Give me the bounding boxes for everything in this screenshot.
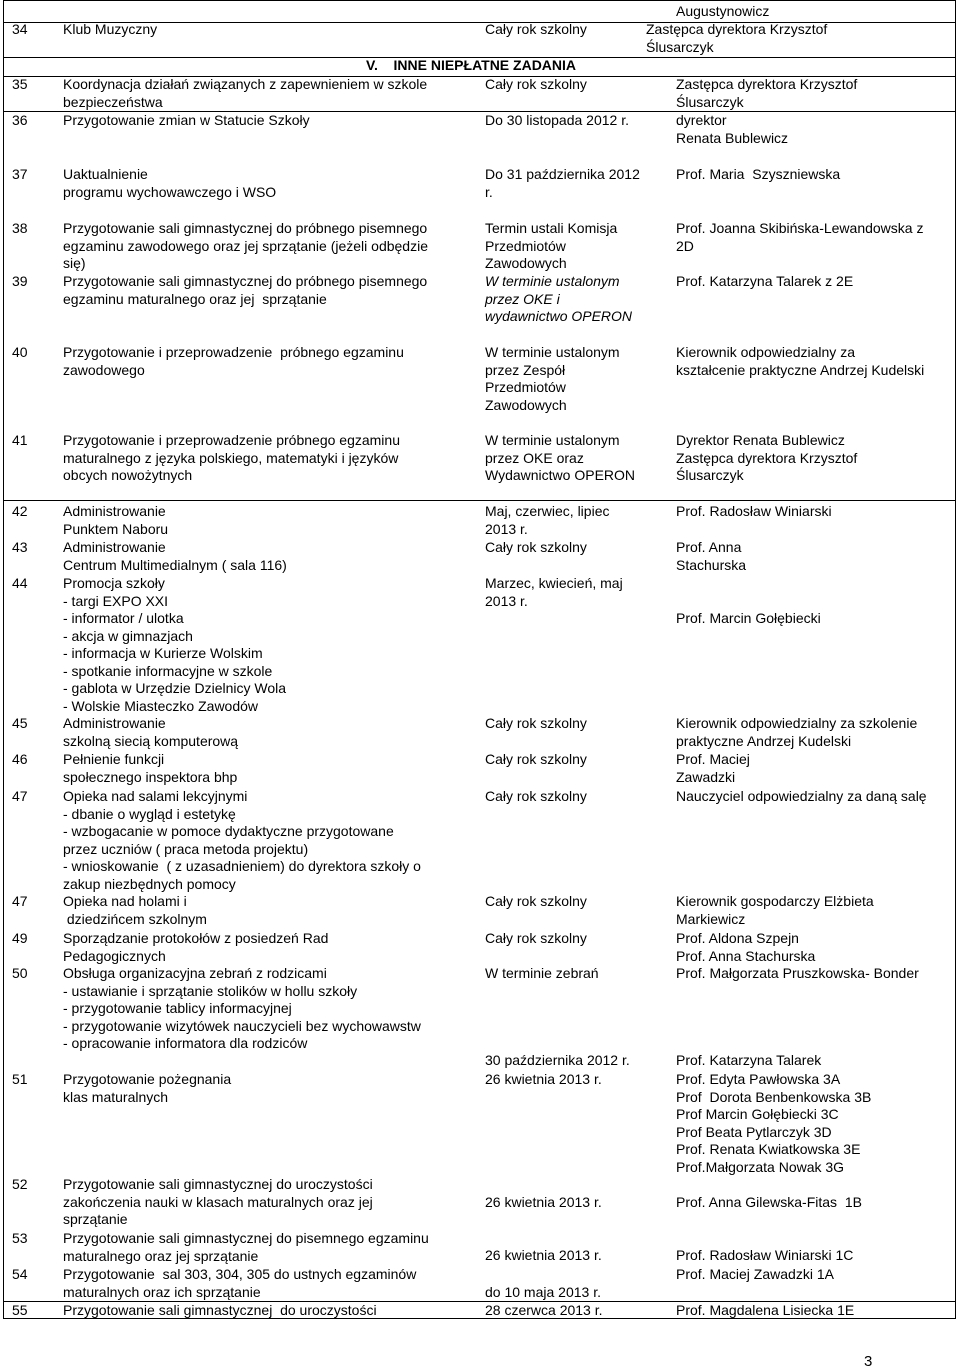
responsible-person: Prof. Joanna Skibińska-Lewandowska z 2D	[676, 220, 924, 254]
responsible-person-secondary: Prof. Katarzyna Talarek	[676, 1052, 822, 1068]
responsible-person: Zastępca dyrektora Krzysztof Ślusarczyk	[676, 76, 858, 110]
deadline: W terminie ustalonym przez Zespół Przedmiotów Zawodowych	[485, 344, 620, 413]
deadline: W terminie ustalonym przez OKE oraz Wydawnictwo OPERON	[485, 432, 636, 483]
responsible-person: Nauczyciel odpowiedzialny za daną salę	[676, 788, 927, 804]
task-description: Przygotowanie sali gimnastycznej do uroczystości zakończenia nauki w klasach maturalnych oraz jej sprzątanie	[63, 1176, 373, 1227]
deadline: Marzec, kwiecień, maj 2013 r.	[485, 575, 623, 609]
deadline: 26 kwietnia 2013 r.	[485, 1071, 602, 1087]
responsible-person: Kierownik odpowiedzialny za kształcenie praktyczne Andrzej Kudelski	[676, 344, 925, 378]
row-number: 50	[12, 965, 28, 981]
row-number: 36	[12, 112, 28, 128]
deadline: Cały rok szkolny	[485, 21, 587, 37]
responsible-person: Prof. Radosław Winiarski 1C	[676, 1247, 854, 1263]
responsible-person: Kierownik gospodarczy Elżbieta Markiewicz	[676, 893, 874, 927]
row-number: 37	[12, 166, 28, 182]
section-heading: V. INNE NIEPŁATNE ZADANIA	[366, 57, 577, 73]
responsible-person: Kierownik odpowiedzialny za szkolenie praktyczne Andrzej Kudelski	[676, 715, 918, 749]
row-number: 41	[12, 432, 28, 448]
responsible-person: Prof. Anna Stachurska	[676, 539, 747, 573]
row-number: 47	[12, 893, 28, 909]
page-number: 3	[864, 1353, 873, 1370]
task-description: Administrowanie szkolną siecią komputerową	[63, 715, 239, 749]
deadline: 28 czerwca 2013 r.	[485, 1302, 603, 1318]
task-description: Uaktualnienie programu wychowawczego i WSO	[63, 166, 277, 200]
task-description: Przygotowanie sali gimnastycznej do próbnego pisemnego egzaminu maturalnego oraz jej sprzątanie	[63, 273, 428, 307]
task-description: Administrowanie Punktem Naboru	[63, 503, 169, 537]
task-description: Przygotowanie sali gimnastycznej do pisemnego egzaminu maturalnego oraz jej sprzątanie	[63, 1230, 429, 1264]
deadline: Do 30 listopada 2012 r.	[485, 112, 629, 128]
deadline-secondary: 30 października 2012 r.	[485, 1052, 630, 1068]
deadline: 26 kwietnia 2013 r.	[485, 1194, 602, 1210]
row-number: 47	[12, 788, 28, 804]
responsible-person: Prof. Magdalena Lisiecka 1E	[676, 1302, 855, 1318]
row-number: 45	[12, 715, 28, 731]
task-description: Opieka nad salami lekcyjnymi - dbanie o wygląd i estetykę - wzbogacanie w pomoce dydaktyczne przygotowane przez uczniów ( praca metoda projektu) - wnioskowanie ( z uzasadnieniem) do dyrektora szkoły o zakup niezbędnych pomocy	[63, 788, 421, 892]
task-description: Administrowanie Centrum Multimedialnym ( sala 116)	[63, 539, 287, 573]
task-description: Przygotowanie zmian w Statucie Szkoły	[63, 112, 310, 128]
row-number: 55	[12, 1302, 28, 1318]
task-description: Przygotowanie sali gimnastycznej do uroczystości	[63, 1302, 377, 1318]
row-number: 40	[12, 344, 28, 360]
task-description: Przygotowanie i przeprowadzenie próbnego egzaminu zawodowego	[63, 344, 404, 378]
row-number: 44	[12, 575, 28, 591]
deadline: Cały rok szkolny	[485, 76, 587, 92]
row-number: 54	[12, 1266, 28, 1282]
responsible-person: Prof. Edyta Pawłowska 3A Prof Dorota Benbenkowska 3B Prof Marcin Gołębiecki 3C Prof Beata Pytlarczyk 3D Prof. Renata Kwiatkowska 3E Prof.Małgorzata Nowak 3G	[676, 1071, 872, 1175]
task-description: Opieka nad holami i dziedzińcem szkolnym	[63, 893, 207, 927]
row-number: 38	[12, 220, 28, 236]
deadline: Cały rok szkolny	[485, 751, 587, 767]
deadline: Cały rok szkolny	[485, 788, 587, 804]
responsible-person: Zastępca dyrektora Krzysztof Ślusarczyk	[646, 21, 828, 55]
deadline: Cały rok szkolny	[485, 539, 587, 555]
row-number: 35	[12, 76, 28, 92]
deadline: Cały rok szkolny	[485, 893, 587, 909]
task-description: Sporządzanie protokołów z posiedzeń Rad Pedagogicznych	[63, 930, 329, 964]
row-number: 53	[12, 1230, 28, 1246]
deadline: Cały rok szkolny	[485, 930, 587, 946]
task-description: Koordynacja działań związanych z zapewnieniem w szkole bezpieczeństwa	[63, 76, 428, 110]
responsible-person: Prof. Maciej Zawadzki 1A	[676, 1266, 834, 1282]
responsible-person: Prof. Katarzyna Talarek z 2E	[676, 273, 854, 289]
responsible-person: Prof. Maciej Zawadzki	[676, 751, 750, 785]
row-number: 42	[12, 503, 28, 519]
responsible-person: Prof. Maria Szyszniewska	[676, 166, 841, 182]
responsible-person: Dyrektor Renata Bublewicz Zastępca dyrektora Krzysztof Ślusarczyk	[676, 432, 858, 483]
responsible-person: Prof. Aldona Szpejn Prof. Anna Stachurska	[676, 930, 816, 964]
responsible-person: Prof. Radosław Winiarski	[676, 503, 832, 519]
task-description: Obsługa organizacyjna zebrań z rodzicami - ustawianie i sprzątanie stolików w hollu szkoły - przygotowanie tablicy informacyjnej - przygotowanie wizytówek nauczycieli bez wychowawstw - opracowanie informatora dla rodziców	[63, 965, 421, 1051]
task-description: Przygotowanie sal 303, 304, 305 do ustnych egzaminów maturalnych oraz ich sprzątanie	[63, 1266, 417, 1300]
task-description: Przygotowanie pożegnania klas maturalnych	[63, 1071, 232, 1105]
row-number: 51	[12, 1071, 28, 1087]
row-number: 34	[12, 21, 28, 37]
task-description: Przygotowanie i przeprowadzenie próbnego egzaminu maturalnego z języka polskiego, matematyki i języków obcych nowożytnych	[63, 432, 400, 483]
row-number: 46	[12, 751, 28, 767]
deadline: W terminie ustalonym przez OKE i wydawnictwo OPERON	[485, 273, 633, 324]
row-number: 39	[12, 273, 28, 289]
row-number: 43	[12, 539, 28, 555]
responsible-person: Augustynowicz	[676, 3, 770, 19]
deadline: W terminie zebrań	[485, 965, 599, 981]
responsible-person: Prof. Małgorzata Pruszkowska- Bonder	[676, 965, 919, 981]
task-description: Pełnienie funkcji społecznego inspektora bhp	[63, 751, 238, 785]
deadline: Termin ustali Komisja Przedmiotów Zawodowych	[485, 220, 618, 271]
deadline: Maj, czerwiec, lipiec 2013 r.	[485, 503, 610, 537]
task-description: Klub Muzyczny	[63, 21, 158, 37]
deadline: Do 31 października 2012 r.	[485, 166, 640, 200]
responsible-person: Prof. Marcin Gołębiecki	[676, 610, 821, 626]
row-number: 52	[12, 1176, 28, 1192]
task-description: Przygotowanie sali gimnastycznej do próbnego pisemnego egzaminu zawodowego oraz jej sprzątanie (jeżeli odbędzie się)	[63, 220, 428, 271]
deadline: do 10 maja 2013 r.	[485, 1284, 601, 1300]
row-number: 49	[12, 930, 28, 946]
responsible-person: dyrektor Renata Bublewicz	[676, 112, 789, 146]
deadline: Cały rok szkolny	[485, 715, 587, 731]
deadline: 26 kwietnia 2013 r.	[485, 1247, 602, 1263]
task-description: Promocja szkoły - targi EXPO XXI - informator / ulotka - akcja w gimnazjach - informacja w Kurierze Wolskim - spotkanie informacyjne w szkole - gablota w Urzędzie Dzielnicy Wola - Wolskie Miasteczko Zawodów	[63, 575, 287, 714]
responsible-person: Prof. Anna Gilewska-Fitas 1B	[676, 1194, 862, 1210]
